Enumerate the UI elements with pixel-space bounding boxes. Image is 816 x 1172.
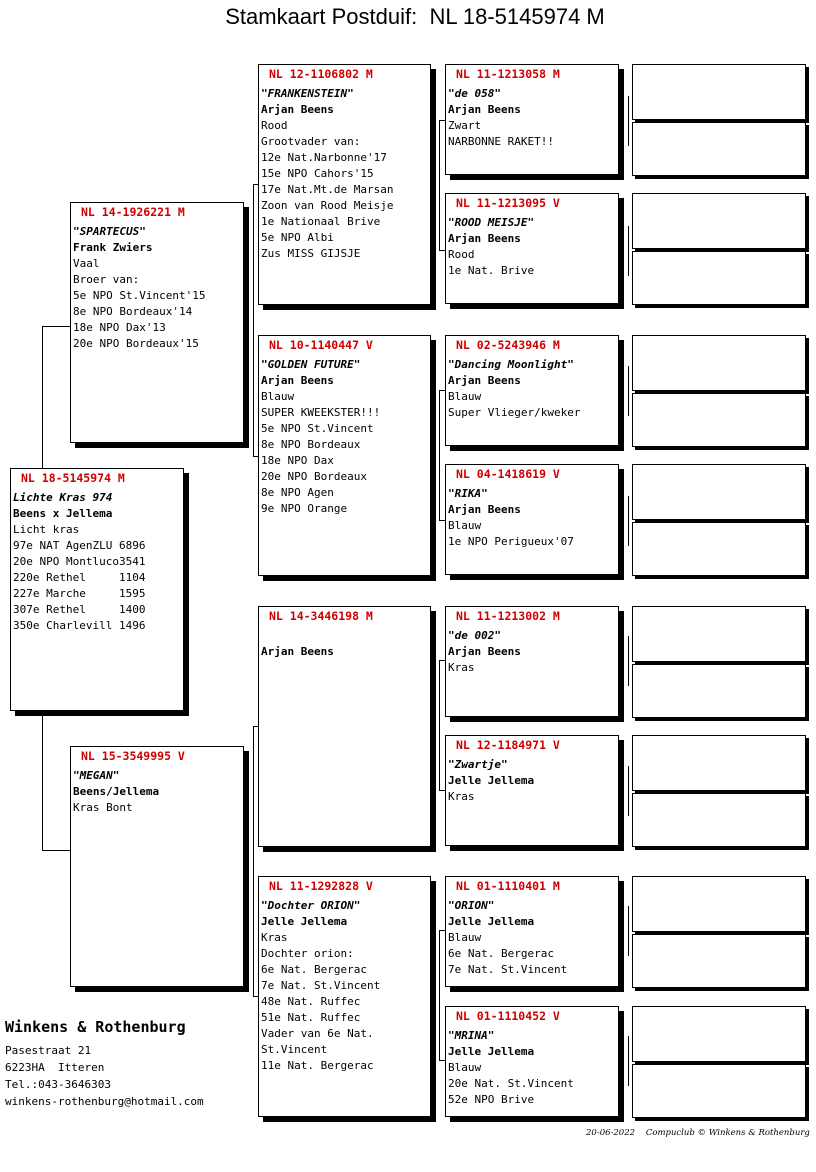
pigeon-info: 307e Rethel 1400 — [13, 603, 146, 616]
pigeon-info: 18e NPO Dax'13 — [73, 321, 166, 334]
pigeon-owner: Arjan Beens — [261, 374, 334, 387]
connector-line — [628, 766, 629, 816]
pigeon-name: "Dochter ORION" — [261, 899, 361, 912]
pigeon-info: Rood — [261, 119, 288, 132]
ring-number: NL 14-3446198 M — [269, 609, 373, 623]
empty-ancestor-box — [632, 664, 806, 718]
pigeon-owner: Jelle Jellema — [448, 915, 535, 928]
pigeon-info: 7e Nat. St.Vincent — [261, 979, 381, 992]
ring-number: NL 18-5145974 M — [21, 471, 125, 485]
ring-number: NL 01-1110452 V — [456, 1009, 560, 1023]
pigeon-info: 227e Marche 1595 — [13, 587, 146, 600]
pigeon-name: "MEGAN" — [73, 769, 120, 782]
pigeon-info: 97e NAT AgenZLU 6896 — [13, 539, 146, 552]
pigeon-info: NARBONNE RAKET!! — [448, 135, 554, 148]
empty-ancestor-box — [632, 335, 806, 391]
address-city: 6223HA Itteren — [5, 1061, 105, 1074]
pigeon-info: Vader van 6e Nat. — [261, 1027, 374, 1040]
breeder-name: Winkens & Rothenburg — [5, 1018, 186, 1036]
empty-ancestor-box — [632, 251, 806, 305]
pigeon-info: Super Vlieger/kweker — [448, 406, 581, 419]
pigeon-owner: Beens x Jellema — [13, 507, 113, 520]
pigeon-card-ffm — [445, 193, 619, 304]
connector-line — [253, 866, 254, 996]
pigeon-card-fm — [258, 335, 431, 576]
ring-number: NL 04-1418619 V — [456, 467, 560, 481]
ring-number: NL 12-1106802 M — [269, 67, 373, 81]
pigeon-card-mmm — [445, 1006, 619, 1117]
pigeon-info: 20e NPO Bordeaux — [261, 470, 367, 483]
pigeon-info: 6e Nat. Bergerac — [448, 947, 554, 960]
ring-number: NL 14-1926221 M — [81, 205, 185, 219]
print-stamp — [586, 1128, 810, 1138]
empty-ancestor-box — [632, 122, 806, 176]
pigeon-info: Grootvader van: — [261, 135, 361, 148]
pigeon-owner: Jelle Jellema — [448, 774, 535, 787]
pigeon-info: Zwart — [448, 119, 482, 132]
pigeon-name: "de 058" — [448, 87, 501, 100]
pigeon-info: 8e NPO Bordeaux — [261, 438, 361, 451]
pigeon-info: 1e Nat. Brive — [448, 264, 535, 277]
pigeon-info: Vaal — [73, 257, 100, 270]
connector-line — [253, 726, 254, 866]
pigeon-name: "FRANKENSTEIN" — [261, 87, 354, 100]
pigeon-info: Kras Bont — [73, 801, 133, 814]
pigeon-info: 20e NPO Montluco3541 — [13, 555, 146, 568]
pigeon-info: St.Vincent — [261, 1043, 328, 1056]
ring-number: NL 11-1213058 M — [456, 67, 560, 81]
address-street: Pasestraat 21 — [5, 1044, 92, 1057]
empty-ancestor-box — [632, 464, 806, 520]
empty-ancestor-box — [632, 793, 806, 847]
pigeon-card-father — [70, 202, 244, 443]
pigeon-info: 1e Nationaal Brive — [261, 215, 381, 228]
ring-number: NL 11-1213095 V — [456, 196, 560, 210]
pigeon-owner: Arjan Beens — [448, 103, 521, 116]
pigeon-info: 17e Nat.Mt.de Marsan — [261, 183, 394, 196]
ring-number: NL 11-1213002 M — [456, 609, 560, 623]
pigeon-owner: Arjan Beens — [261, 103, 334, 116]
credit-text: Compuclub © Winkens & Rothenburg — [645, 1128, 810, 1138]
pigeon-name: "de 002" — [448, 629, 501, 642]
pigeon-name: "MRINA" — [448, 1029, 495, 1042]
pigeon-info: 9e NPO Orange — [261, 502, 348, 515]
pigeon-owner: Arjan Beens — [448, 374, 521, 387]
empty-ancestor-box — [632, 606, 806, 662]
pigeon-info: Kras — [448, 661, 475, 674]
pigeon-name: "Zwartje" — [448, 758, 508, 771]
pigeon-info: Blauw — [448, 931, 482, 944]
pigeon-info: 8e NPO Agen — [261, 486, 334, 499]
pigeon-info: 15e NPO Cahors'15 — [261, 167, 374, 180]
pigeon-name: "GOLDEN FUTURE" — [261, 358, 361, 371]
pigeon-info: 7e Nat. St.Vincent — [448, 963, 568, 976]
empty-ancestor-box — [632, 1006, 806, 1062]
connector-line — [628, 636, 629, 686]
connector-line — [42, 326, 70, 327]
pigeon-card-fmf — [445, 335, 619, 446]
pigeon-info: 220e Rethel 1104 — [13, 571, 146, 584]
pigeon-info: 8e NPO Bordeaux'14 — [73, 305, 193, 318]
pigeon-info: Blauw — [448, 390, 482, 403]
empty-ancestor-box — [632, 1064, 806, 1118]
pigeon-info: SUPER KWEEKSTER!!! — [261, 406, 381, 419]
ring-number: NL 01-1110401 M — [456, 879, 560, 893]
phone-number: Tel.:043-3646303 — [5, 1078, 111, 1091]
connector-line — [253, 184, 254, 326]
pigeon-card-fff — [445, 64, 619, 175]
pigeon-owner: Jelle Jellema — [261, 915, 348, 928]
pigeon-info: Blauw — [448, 519, 482, 532]
empty-ancestor-box — [632, 522, 806, 576]
email-address: winkens-rothenburg@hotmail.com — [5, 1095, 204, 1108]
empty-ancestor-box — [632, 876, 806, 932]
connector-line — [42, 326, 43, 468]
connector-line — [42, 714, 43, 850]
empty-name-slot — [261, 624, 428, 644]
pigeon-owner: Arjan Beens — [448, 503, 521, 516]
pigeon-owner: Jelle Jellema — [448, 1045, 535, 1058]
pigeon-info: 5e NPO St.Vincent — [261, 422, 374, 435]
pigeon-info: 5e NPO St.Vincent'15 — [73, 289, 206, 302]
pigeon-owner: Arjan Beens — [448, 645, 521, 658]
connector-line — [628, 226, 629, 276]
pigeon-name: "ORION" — [448, 899, 495, 912]
pigeon-card-ff — [258, 64, 431, 305]
connector-line — [628, 496, 629, 546]
print-date: 20-06-2022 — [586, 1128, 636, 1138]
empty-ancestor-box — [632, 735, 806, 791]
pigeon-info: 6e Nat. Bergerac — [261, 963, 367, 976]
ring-number: NL 12-1184971 V — [456, 738, 560, 752]
pigeon-info: Blauw — [261, 390, 295, 403]
connector-line — [628, 96, 629, 146]
pigeon-owner: Arjan Beens — [448, 232, 521, 245]
pigeon-info: Zoon van Rood Meisje — [261, 199, 394, 212]
ring-number: NL 15-3549995 V — [81, 749, 185, 763]
pigeon-card-mother — [70, 746, 244, 987]
pigeon-name: "RIKA" — [448, 487, 488, 500]
pigeon-info: 1e NPO Perigueux'07 — [448, 535, 574, 548]
pigeon-owner: Frank Zwiers — [73, 241, 153, 254]
connector-line — [439, 120, 440, 250]
empty-ancestor-box — [632, 934, 806, 988]
pigeon-card-mf — [258, 606, 431, 847]
pigeon-info: Licht kras — [13, 523, 80, 536]
empty-ancestor-box — [632, 64, 806, 120]
pigeon-name: "ROOD MEISJE" — [448, 216, 535, 229]
pigeon-info: 52e NPO Brive — [448, 1093, 535, 1106]
pigeon-info: 20e Nat. St.Vincent — [448, 1077, 574, 1090]
ring-number: NL 11-1292828 V — [269, 879, 373, 893]
pigeon-info: Dochter orion: — [261, 947, 354, 960]
pigeon-info: 20e NPO Bordeaux'15 — [73, 337, 199, 350]
pigeon-info: Rood — [448, 248, 475, 261]
pigeon-info: Kras — [448, 790, 475, 803]
pigeon-info: Broer van: — [73, 273, 140, 286]
connector-line — [628, 1036, 629, 1086]
connector-line — [42, 850, 70, 851]
connector-line — [439, 660, 440, 790]
pigeon-info: 5e NPO Albi — [261, 231, 334, 244]
connector-line — [439, 390, 440, 520]
pigeon-info: Blauw — [448, 1061, 482, 1074]
pigeon-owner: Arjan Beens — [261, 645, 334, 658]
pigeon-card-subject — [10, 468, 184, 711]
pigeon-card-fmm — [445, 464, 619, 575]
pigeon-card-mm — [258, 876, 431, 1117]
pigeon-info: 11e Nat. Bergerac — [261, 1059, 374, 1072]
pigeon-name: "Dancing Moonlight" — [448, 358, 574, 371]
ring-number: NL 02-5243946 M — [456, 338, 560, 352]
pigeon-info: 12e Nat.Narbonne'17 — [261, 151, 387, 164]
empty-ancestor-box — [632, 193, 806, 249]
connector-line — [439, 930, 440, 1060]
pigeon-info: 350e Charlevill 1496 — [13, 619, 146, 632]
ring-number: NL 10-1140447 V — [269, 338, 373, 352]
pigeon-info: Zus MISS GIJSJE — [261, 247, 361, 260]
pigeon-card-mmf — [445, 876, 619, 987]
pigeon-card-mff — [445, 606, 619, 717]
pigeon-name: Lichte Kras 974 — [13, 491, 113, 504]
pigeon-owner: Beens/Jellema — [73, 785, 160, 798]
breeder-contact — [5, 1042, 204, 1110]
connector-line — [253, 326, 254, 456]
empty-ancestor-box — [632, 393, 806, 447]
connector-line — [628, 366, 629, 416]
pigeon-info: 51e Nat. Ruffec — [261, 1011, 361, 1024]
pigeon-card-mfm — [445, 735, 619, 846]
pigeon-info: 18e NPO Dax — [261, 454, 334, 467]
page-title: Stamkaart Postduif: NL 18-5145974 M — [225, 4, 605, 29]
pigeon-info: 48e Nat. Ruffec — [261, 995, 361, 1008]
connector-line — [628, 906, 629, 956]
pigeon-name: "SPARTECUS" — [73, 225, 146, 238]
pigeon-info: Kras — [261, 931, 288, 944]
